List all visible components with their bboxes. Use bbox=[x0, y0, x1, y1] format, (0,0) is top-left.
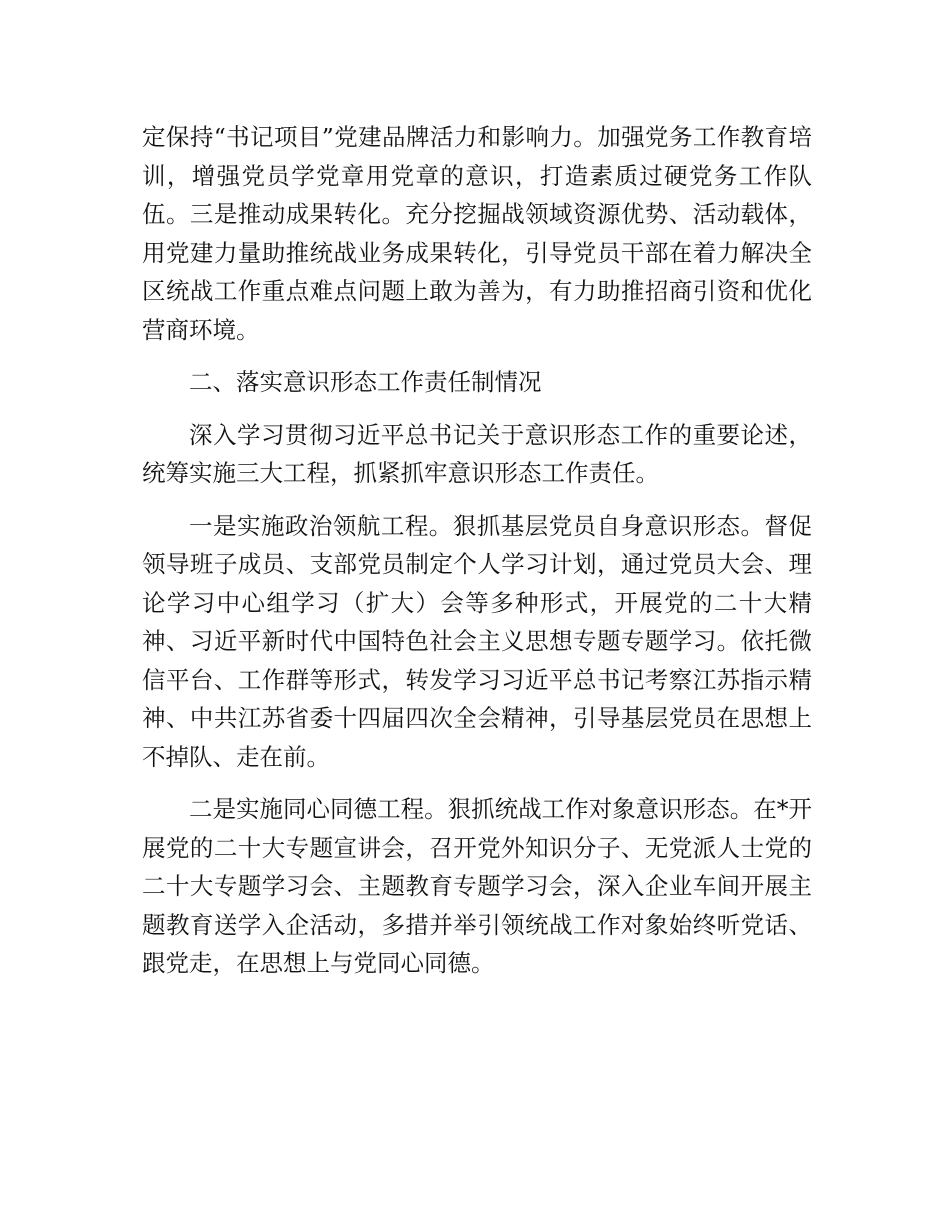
paragraph-ideology-intro: 深入学习贯彻习近平总书记关于意识形态工作的重要论述，统筹实施三大工程，抓紧抓牢意识形态工作责任。 bbox=[142, 420, 812, 487]
document-page bbox=[142, 118, 812, 997]
paragraph-unity-project: 二是实施同心同德工程。狠抓统战工作对象意识形态。在*开展党的二十大专题宣讲会，召开党外知识分子、无党派人士党的二十大专题学习会、主题教育专题学习会，深入企业车间开展主题教育送学入企活动，多措并举引领统战工作对象始终听党话、跟党走，在思想上与党同心同德。 bbox=[142, 795, 812, 977]
paragraph-political-leadership-project: 一是实施政治领航工程。狠抓基层党员自身意识形态。督促领导班子成员、支部党员制定个人学习计划，通过党员大会、理论学习中心组学习（扩大）会等多种形式，开展党的二十大精神、习近平新时代中国特色社会主义思想专题专题学习。依托微信平台、工作群等形式，转发学习习近平总书记考察江苏指示精神、中共江苏省委十四届四次全会精神，引导基层党员在思想上不掉队、走在前。 bbox=[142, 511, 812, 771]
section-heading-ideology-responsibility: 二、落实意识形态工作责任制情况 bbox=[189, 368, 542, 396]
paragraph-party-building-continued: 定保持“书记项目”党建品牌活力和影响力。加强党务工作教育培训，增强党员学党章用党章的意识，打造素质过硬党务工作队伍。三是推动成果转化。充分挖掘战领域资源优势、活动载体，用党建力量助推统战业务成果转化，引导党员干部在着力解决全区统战工作重点难点问题上敢为善为，有力助推招商引资和优化营商环境。 bbox=[142, 123, 812, 344]
